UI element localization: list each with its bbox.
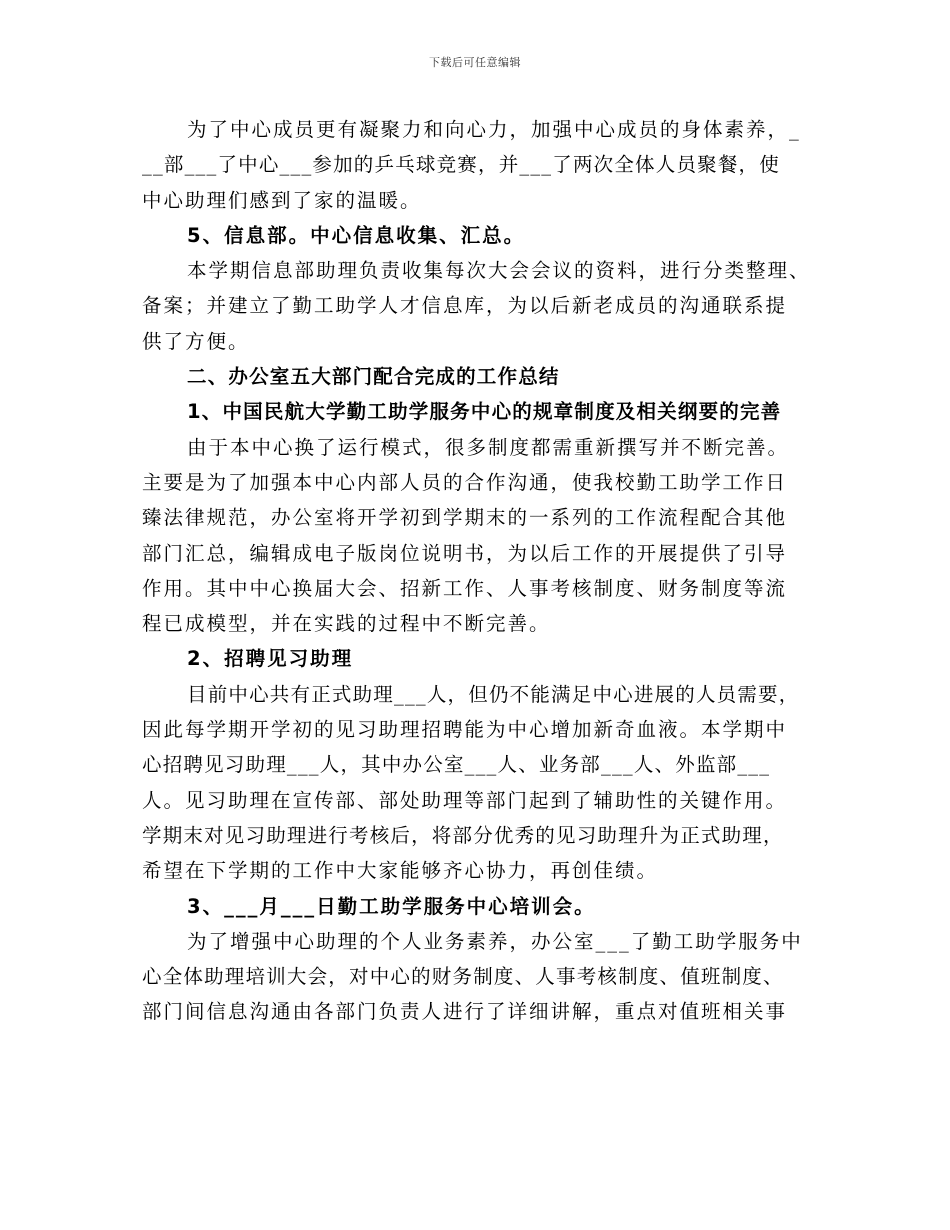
- paragraph-line: 希望在下学期的工作中大家能够齐心协力，再创佳绩。: [142, 859, 659, 883]
- paragraph-line: 心全体助理培训大会，对中心的财务制度、人事考核制度、值班制度、: [142, 965, 784, 989]
- paragraph-line: 部门间信息沟通由各部门负责人进行了详细讲解，重点对值班相关事: [142, 1000, 788, 1024]
- document-body: [142, 112, 832, 1030]
- section-heading-line: 3、___月___日勤工助学服务中心培训会。: [187, 894, 596, 918]
- section-heading-line: 2、招聘见习助理: [187, 647, 354, 671]
- paragraph-line: 心招聘见习助理___人，其中办公室___人、业务部___人、外监部___: [142, 753, 771, 777]
- paragraph-line: 主要是为了加强本中心内部人员的合作沟通，使我校勤工助学工作日: [142, 470, 788, 494]
- paragraph-line: 程已成模型，并在实践的过程中不断完善。: [142, 612, 551, 636]
- paragraph-line: 由于本中心换了运行模式，很多制度都需重新撰写并不断完善。: [187, 435, 790, 459]
- paragraph-line: __部___了中心___参加的乒乓球竞赛，并___了两次全体人员聚餐，使: [142, 153, 780, 177]
- paragraph-line: 目前中心共有正式助理___人，但仍不能满足中心进展的人员需要，: [187, 682, 800, 706]
- section-heading-line: 二、办公室五大部门配合完成的工作总结: [187, 365, 560, 389]
- section-heading-line: 1、中国民航大学勤工助学服务中心的规章制度及相关纲要的完善: [187, 400, 782, 424]
- paragraph-line: 中心助理们感到了家的温暖。: [142, 188, 422, 212]
- section-heading-line: 5、信息部。中心信息收集、汇总。: [187, 223, 526, 247]
- paragraph-line: 本学期信息部助理负责收集每次大会会议的资料，进行分类整理、: [187, 259, 811, 283]
- paragraph-line: 为了中心成员更有凝聚力和向心力，加强中心成员的身体素养，_: [187, 118, 801, 141]
- paragraph-line: 部门汇总，编辑成电子版岗位说明书，为以后工作的开展提供了引导: [142, 541, 788, 565]
- paragraph-line: 臻法律规范，办公室将开学初到学期末的一系列的工作流程配合其他: [142, 506, 788, 530]
- paragraph-line: 备案；并建立了勤工助学人才信息库，为以后新老成员的沟通联系提: [142, 294, 788, 318]
- paragraph-line: 为了增强中心助理的个人业务素养，办公室___了勤工助学服务中: [187, 929, 803, 953]
- paragraph-line: 学期末对见习助理进行考核后，将部分优秀的见习助理升为正式助理，: [142, 823, 784, 847]
- page-header: 下载后可任意编辑: [429, 56, 521, 69]
- paragraph-line: 作用。其中中心换届大会、招新工作、人事考核制度、财务制度等流: [142, 576, 788, 600]
- paragraph-line: 人。见习助理在宣传部、部处助理等部门起到了辅助性的关键作用。: [142, 788, 788, 812]
- paragraph-line: 因此每学期开学初的见习助理招聘能为中心增加新奇血液。本学期中: [142, 718, 788, 742]
- paragraph-line: 供了方便。: [142, 329, 250, 353]
